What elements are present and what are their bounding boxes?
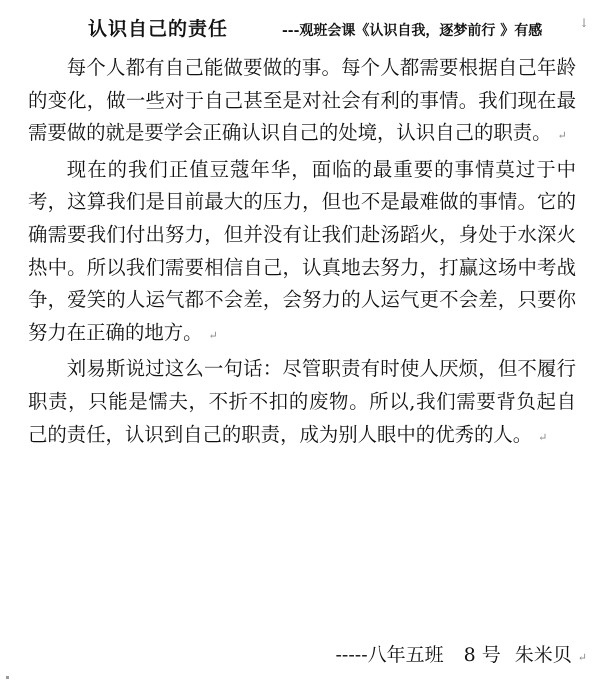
paragraph-mark-icon: ↓: [578, 16, 589, 30]
paragraph-1-text: 每个人都有自己能做要做的事。每个人都需要根据自己年龄的变化，做一些对于自己甚至是对社会有利的事情。我们现在最需要做的就是要学会正确认识自己的处境，认识自己的职责。: [28, 56, 576, 145]
paragraph-mark-icon: ↵: [557, 129, 567, 143]
paragraph-2: [28, 154, 576, 353]
signature-line: [336, 640, 587, 667]
signature-name: 朱米贝: [514, 644, 572, 666]
document-title: 认识自己的责任: [88, 18, 229, 40]
paragraph-2-text: 现在的我们正值豆蔻年华，面临的最重要的事情莫过于中考，这算我们是目前最大的压力，但也不是最难做的事情。它的确需要我们付出努力，但并没有让我们赴汤蹈火，身处于水深火热中。所以我们需要相信自己，认真地去努力，打赢这场中考战争，爱笑的人运气都不会差，会努力的人运气更不会差，只要你努力在正确的地方。: [28, 157, 576, 344]
page-corner-marker: [6, 676, 9, 679]
paragraph-mark-icon: ↵: [577, 651, 587, 664]
paragraph-mark-icon: ↵: [208, 328, 218, 342]
signature-class: -----八年五班: [335, 644, 444, 666]
paragraph-1: [28, 52, 576, 153]
paragraph-mark-icon: ↵: [538, 430, 548, 444]
document-body: [28, 52, 576, 455]
title-row: [0, 12, 603, 44]
signature-number: 8 号: [463, 644, 501, 666]
paragraph-3: [28, 353, 576, 454]
paragraph-3-text: 刘易斯说过这么一句话：尽管职责有时使人厌烦，但不履行职责，只能是懦夫，不折不扣的废物。所以,我们需要背负起自己的责任，认识到自己的职责，成为别人眼中的优秀的人。: [28, 357, 576, 446]
document-subtitle: ---观班会课《认识自我，逐梦前行 》有感: [282, 23, 543, 39]
